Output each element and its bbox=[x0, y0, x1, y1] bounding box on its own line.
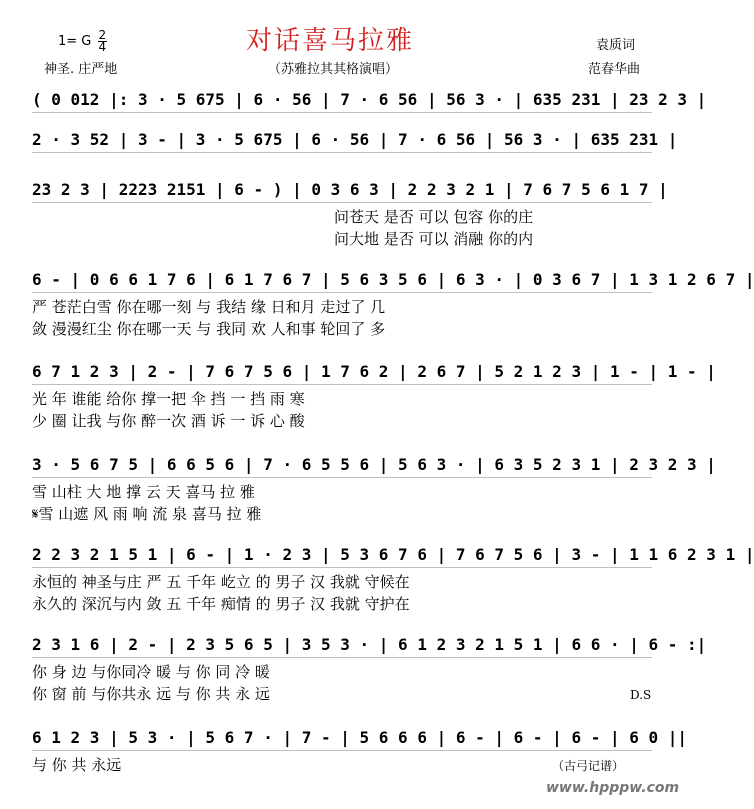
composer: 范春华曲 bbox=[588, 62, 641, 77]
watermark: www.hpppw.com bbox=[546, 780, 680, 796]
beam-line bbox=[32, 657, 652, 658]
lyrics-verse-1: 永恒的 神圣与庄 严 五 千年 屹立 的 男子 汉 我就 守候在 bbox=[32, 573, 410, 591]
song-title: 对话喜马拉雅 bbox=[246, 26, 415, 56]
beam-line bbox=[32, 112, 652, 113]
tempo-mood: 神圣. 庄严地 bbox=[44, 62, 118, 77]
notation-line: 6 7 1 2 3 | 2 - | 7 6 7 5 6 | 1 7 6 2 | 2 6 7 | 5 2 1 2 3 | 1 - | 1 - | bbox=[32, 362, 716, 381]
lyrics-verse-2: 少 圈 让我 与你 醉一次 酒 诉 一 诉 心 酸 bbox=[32, 412, 305, 430]
lyrics-verse-1: 与 你 共 永远 bbox=[32, 756, 122, 774]
notation-line: 2 · 3 52 | 3 - | 3 · 5 675 | 6 · 56 | 7 · 6 56 | 56 3 · | 635 231 | bbox=[32, 130, 678, 149]
lyrics-verse-1: 雪 山柱 大 地 撑 云 天 喜马 拉 雅 bbox=[32, 483, 255, 501]
notation-line: 3 · 5 6 7 5 | 6 6 5 6 | 7 · 6 5 5 6 | 5 6 3 · | 6 3 5 2 3 1 | 2 3 2 3 | bbox=[32, 455, 716, 474]
beam-line bbox=[32, 567, 652, 568]
lyrics-verse-2: 你 窗 前 与你共永 远 与 你 共 永 远 bbox=[32, 685, 270, 703]
time-numerator: 2 bbox=[98, 28, 107, 42]
lyrics-verse-1: 问苍天 是否 可以 包容 你的庄 bbox=[334, 208, 534, 226]
notation-line: 23 2 3 | 2223 2151 | 6 - ) | 0 3 6 3 | 2 2 3 2 1 | 7 6 7 5 6 1 7 | bbox=[32, 180, 668, 199]
beam-line bbox=[32, 477, 652, 478]
key-signature bbox=[58, 30, 107, 53]
beam-line bbox=[32, 292, 652, 293]
lyrics-verse-2: 敛 漫漫红尘 你在哪一天 与 我同 欢 人和事 轮回了 多 bbox=[32, 320, 386, 338]
transcriber-credit: （古弓记谱） bbox=[552, 759, 625, 773]
time-signature bbox=[98, 30, 108, 53]
notation-line: 6 - | 0 6 6 1 7 6 | 6 1 7 6 7 | 5 6 3 5 6 | 6 3 · | 0 3 6 7 | 1 3 1 2 6 7 | bbox=[32, 270, 754, 289]
time-denominator: 4 bbox=[98, 40, 107, 54]
key-label: 1= G bbox=[58, 34, 92, 49]
beam-line bbox=[32, 384, 652, 385]
lyrics-verse-1: 严 苍茫白雪 你在哪一刻 与 我结 缘 日和月 走过了 几 bbox=[32, 298, 386, 316]
lyrics-verse-1: 你 身 边 与你同冷 暖 与 你 同 冷 暖 bbox=[32, 663, 270, 681]
lyrics-verse-2: 永久的 深沉与内 敛 五 千年 痴情 的 男子 汉 我就 守护在 bbox=[32, 595, 410, 613]
lyrics-verse-2: 问大地 是否 可以 消融 你的内 bbox=[334, 230, 534, 248]
beam-line bbox=[32, 750, 652, 751]
notation-line: 2 3 1 6 | 2 - | 2 3 5 6 5 | 3 5 3 · | 6 1 2 3 2 1 5 1 | 6 6 · | 6 - :| bbox=[32, 635, 707, 654]
notation-line: 6 1 2 3 | 5 3 · | 5 6 7 · | 7 - | 5 6 6 6 | 6 - | 6 - | 6 - | 6 0 || bbox=[32, 728, 688, 747]
beam-line bbox=[32, 202, 652, 203]
notation-line: 2 2 3 2 1 5 1 | 6 - | 1 · 2 3 | 5 3 6 7 6 | 7 6 7 5 6 | 3 - | 1 1 6 2 3 1 | bbox=[32, 545, 754, 564]
performer: （苏雅拉其其格演唱） bbox=[268, 62, 399, 77]
lyricist: 袁质词 bbox=[596, 38, 636, 53]
notation-line: ( 0 012 |: 3 · 5 675 | 6 · 56 | 7 · 6 56 | 56 3 · | 635 231 | 23 2 3 | bbox=[32, 90, 707, 109]
beam-line bbox=[32, 152, 652, 153]
lyrics-verse-1: 光 年 谁能 给你 撑一把 伞 挡 一 挡 雨 寒 bbox=[32, 390, 305, 408]
dal-segno-mark: D.S bbox=[630, 688, 652, 702]
lyrics-verse-2: 𝄋雪 山遮 风 雨 响 流 泉 喜马 拉 雅 bbox=[32, 505, 262, 523]
